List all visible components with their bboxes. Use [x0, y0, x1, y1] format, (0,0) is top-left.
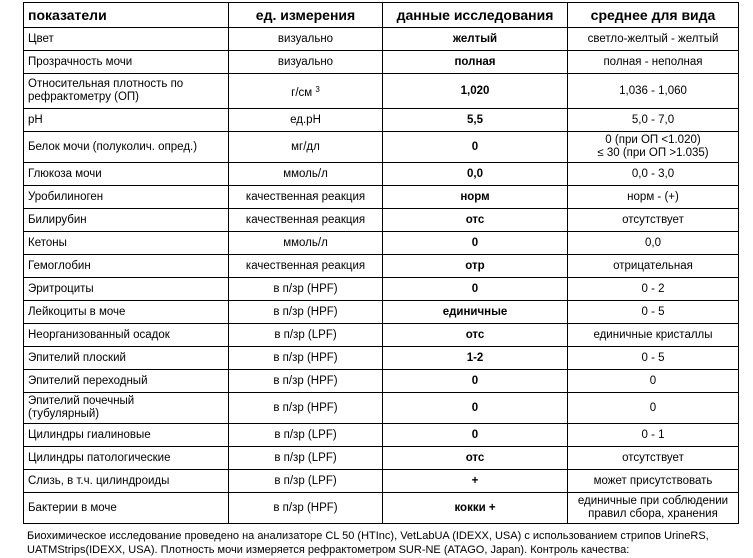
reference-cell: 0 - 2 [568, 278, 739, 301]
result-cell: 0 [383, 393, 568, 424]
reference-cell [568, 493, 739, 524]
unit-cell [229, 74, 383, 109]
result-cell: 0 [383, 278, 568, 301]
indicator-name: Лейкоциты в моче [24, 301, 229, 324]
table-row [24, 447, 739, 470]
unit-cell: ммоль/л [229, 232, 383, 255]
result-cell: норм [383, 186, 568, 209]
unit-cell: качественная реакция [229, 255, 383, 278]
reference-cell: полная - неполная [568, 51, 739, 74]
header-indicator: показатели [24, 3, 229, 28]
indicator-name: Билирубин [24, 209, 229, 232]
indicator-name: Неорганизованный осадок [24, 324, 229, 347]
unit-cell: в п/зр (HPF) [229, 393, 383, 424]
indicator-name-line: (тубулярный) [28, 408, 100, 420]
result-cell: 1-2 [383, 347, 568, 370]
result-cell: 1,020 [383, 74, 568, 109]
reference-cell: 0 [568, 393, 739, 424]
indicator-name: Прозрачность мочи [24, 51, 229, 74]
reference-cell: 0 - 5 [568, 301, 739, 324]
indicator-name: Эпителий плоский [24, 347, 229, 370]
unit-cell: визуально [229, 51, 383, 74]
header-reference: среднее для вида [568, 3, 739, 28]
methodology-footnote [27, 529, 747, 557]
table-row [24, 370, 739, 393]
unit-cell: ед.pH [229, 109, 383, 132]
table-row [24, 132, 739, 163]
table-row [24, 28, 739, 51]
reference-cell: норм - (+) [568, 186, 739, 209]
table-row [24, 324, 739, 347]
result-cell: 0 [383, 424, 568, 447]
indicator-name: Цвет [24, 28, 229, 51]
table-row [24, 470, 739, 493]
footnote-line: UATMStrips(IDEXX, USA). Плотность мочи измеряется рефрактометром SUR-NE (ATAGO, Japan). Контроль качества: [27, 544, 630, 556]
indicator-name-line: Относительная плотность по [28, 78, 184, 90]
reference-line: ≤ 30 (при ОП >1.035) [597, 147, 709, 159]
header-unit: ед. измерения [229, 3, 383, 28]
indicator-name: Кетоны [24, 232, 229, 255]
urinalysis-results-table [23, 2, 739, 524]
table-row [24, 209, 739, 232]
reference-cell: светло-желтый - желтый [568, 28, 739, 51]
table-row [24, 424, 739, 447]
reference-cell: отрицательная [568, 255, 739, 278]
unit-cell: в п/зр (LPF) [229, 447, 383, 470]
table-row [24, 393, 739, 424]
result-cell: 0 [383, 370, 568, 393]
result-cell: отс [383, 324, 568, 347]
result-cell: кокки + [383, 493, 568, 524]
indicator-name: Эпителий переходный [24, 370, 229, 393]
unit-cell: в п/зр (HPF) [229, 493, 383, 524]
reference-cell: 0 - 1 [568, 424, 739, 447]
reference-line: 0 (при ОП <1.020) [605, 134, 701, 146]
reference-cell: единичные кристаллы [568, 324, 739, 347]
result-cell: желтый [383, 28, 568, 51]
header-result: данные исследования [383, 3, 568, 28]
unit-cell: в п/зр (HPF) [229, 370, 383, 393]
indicator-name: Цилиндры гиалиновые [24, 424, 229, 447]
table-row [24, 347, 739, 370]
indicator-name-line: Эпителий почечный [28, 395, 135, 407]
footnote-line: Биохимическое исследование проведено на анализаторе CL 50 (HTInc), VetLabUA (IDEXX, USA) с использованием стрипов UrineRS, [27, 530, 709, 542]
unit-cell: визуально [229, 28, 383, 51]
unit-cell: в п/зр (HPF) [229, 347, 383, 370]
table-row [24, 493, 739, 524]
reference-cell: отсутствует [568, 209, 739, 232]
unit-cell: в п/зр (HPF) [229, 278, 383, 301]
indicator-name: Глюкоза мочи [24, 163, 229, 186]
result-cell: 0 [383, 232, 568, 255]
unit-cell: в п/зр (HPF) [229, 301, 383, 324]
unit-superscript: 3 [315, 84, 320, 94]
indicator-name [24, 393, 229, 424]
result-cell: единичные [383, 301, 568, 324]
reference-cell: 5,0 - 7,0 [568, 109, 739, 132]
reference-cell: отсутствует [568, 447, 739, 470]
indicator-name [24, 74, 229, 109]
table-row [24, 278, 739, 301]
unit-cell: качественная реакция [229, 186, 383, 209]
indicator-name: Цилиндры патологические [24, 447, 229, 470]
indicator-name: Бактерии в моче [24, 493, 229, 524]
reference-cell: 0 - 5 [568, 347, 739, 370]
table-row [24, 163, 739, 186]
result-cell: отс [383, 447, 568, 470]
indicator-name-line: рефрактометру (ОП) [28, 91, 140, 103]
result-cell: 0,0 [383, 163, 568, 186]
table-row [24, 74, 739, 109]
reference-cell: 0 [568, 370, 739, 393]
indicator-name: Гемоглобин [24, 255, 229, 278]
unit-cell: мг/дл [229, 132, 383, 163]
reference-cell: может присутствовать [568, 470, 739, 493]
unit-cell: ммоль/л [229, 163, 383, 186]
reference-cell: 1,036 - 1,060 [568, 74, 739, 109]
reference-line: единичные при соблюдении [577, 495, 729, 507]
indicator-name: pH [24, 109, 229, 132]
reference-cell [568, 132, 739, 163]
unit-cell: в п/зр (LPF) [229, 324, 383, 347]
result-cell: + [383, 470, 568, 493]
table-row [24, 232, 739, 255]
table-header-row [24, 3, 739, 28]
indicator-name: Белок мочи (полуколич. опред.) [24, 132, 229, 163]
unit-cell: в п/зр (LPF) [229, 470, 383, 493]
table-row [24, 255, 739, 278]
table-row [24, 301, 739, 324]
table-row [24, 186, 739, 209]
result-cell: отр [383, 255, 568, 278]
reference-cell: 0,0 - 3,0 [568, 163, 739, 186]
table-row [24, 51, 739, 74]
reference-line: правил сбора, хранения [588, 508, 718, 520]
result-cell: 5,5 [383, 109, 568, 132]
result-cell: полная [383, 51, 568, 74]
indicator-name: Уробилиноген [24, 186, 229, 209]
table-row [24, 109, 739, 132]
result-cell: отс [383, 209, 568, 232]
unit-text: г/см [291, 86, 313, 99]
unit-cell: качественная реакция [229, 209, 383, 232]
reference-cell: 0,0 [568, 232, 739, 255]
unit-cell: в п/зр (LPF) [229, 424, 383, 447]
result-cell: 0 [383, 132, 568, 163]
indicator-name: Слизь, в т.ч. цилиндроиды [24, 470, 229, 493]
indicator-name: Эритроциты [24, 278, 229, 301]
